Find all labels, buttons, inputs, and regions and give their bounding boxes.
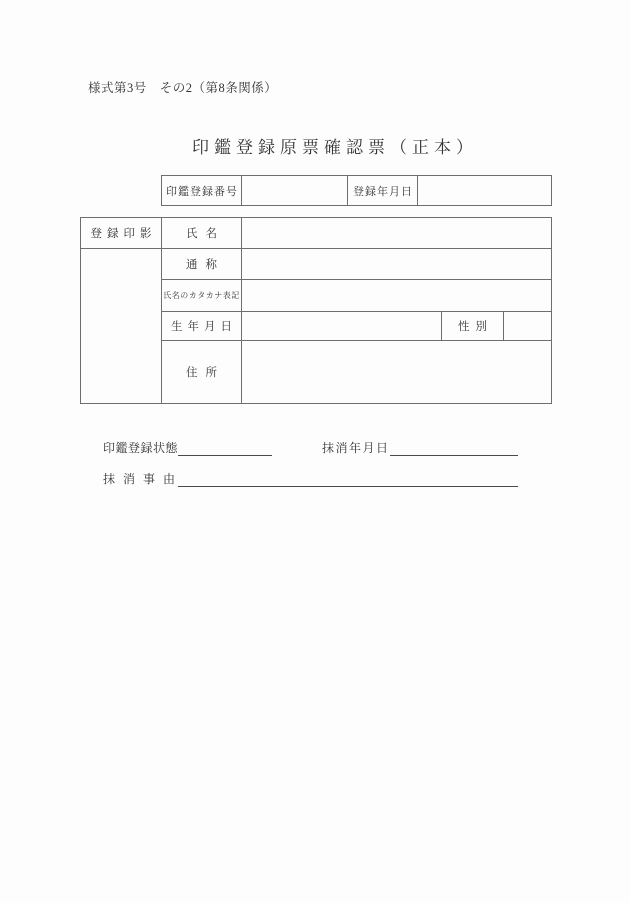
record-fields-column	[162, 218, 551, 403]
seal-impression-area	[81, 249, 161, 403]
registration-status-label: 印鑑登録状態	[103, 441, 179, 455]
record-table	[80, 217, 552, 404]
registration-date-value	[418, 176, 551, 205]
address-value	[242, 341, 551, 403]
sex-value	[504, 312, 551, 340]
name-value	[242, 218, 551, 248]
form-code-text: 様式第3号 その2（第8条関係）	[88, 81, 278, 95]
address-row	[162, 341, 551, 403]
deletion-reason-value	[178, 473, 518, 487]
seal-impression-column	[81, 218, 162, 403]
alias-value	[242, 249, 551, 279]
birthdate-row	[162, 312, 551, 341]
registration-status-value	[178, 442, 272, 456]
birthdate-value	[242, 312, 442, 340]
katakana-row	[162, 280, 551, 312]
registration-date-label: 登録年月日	[348, 176, 418, 205]
katakana-name-label: 氏名のカタカナ表記	[162, 280, 242, 311]
alias-label: 通称	[162, 249, 242, 279]
registration-number-table	[161, 175, 552, 206]
page-title: 印鑑登録原票確認票（正本）	[192, 138, 478, 157]
alias-row	[162, 249, 551, 280]
address-label: 住所	[162, 341, 242, 403]
name-label: 氏名	[162, 218, 242, 248]
seal-impression-label: 登録印影	[81, 218, 161, 249]
registration-number-label: 印鑑登録番号	[162, 176, 242, 205]
katakana-name-value	[242, 280, 551, 311]
registration-number-value	[242, 176, 348, 205]
birthdate-label: 生年月日	[162, 312, 242, 340]
deletion-reason-label: 抹消事由	[103, 472, 184, 486]
name-row	[162, 218, 551, 249]
deletion-date-value	[390, 442, 518, 456]
deletion-date-label: 抹消年月日	[322, 441, 390, 455]
sex-label: 性別	[442, 312, 504, 340]
